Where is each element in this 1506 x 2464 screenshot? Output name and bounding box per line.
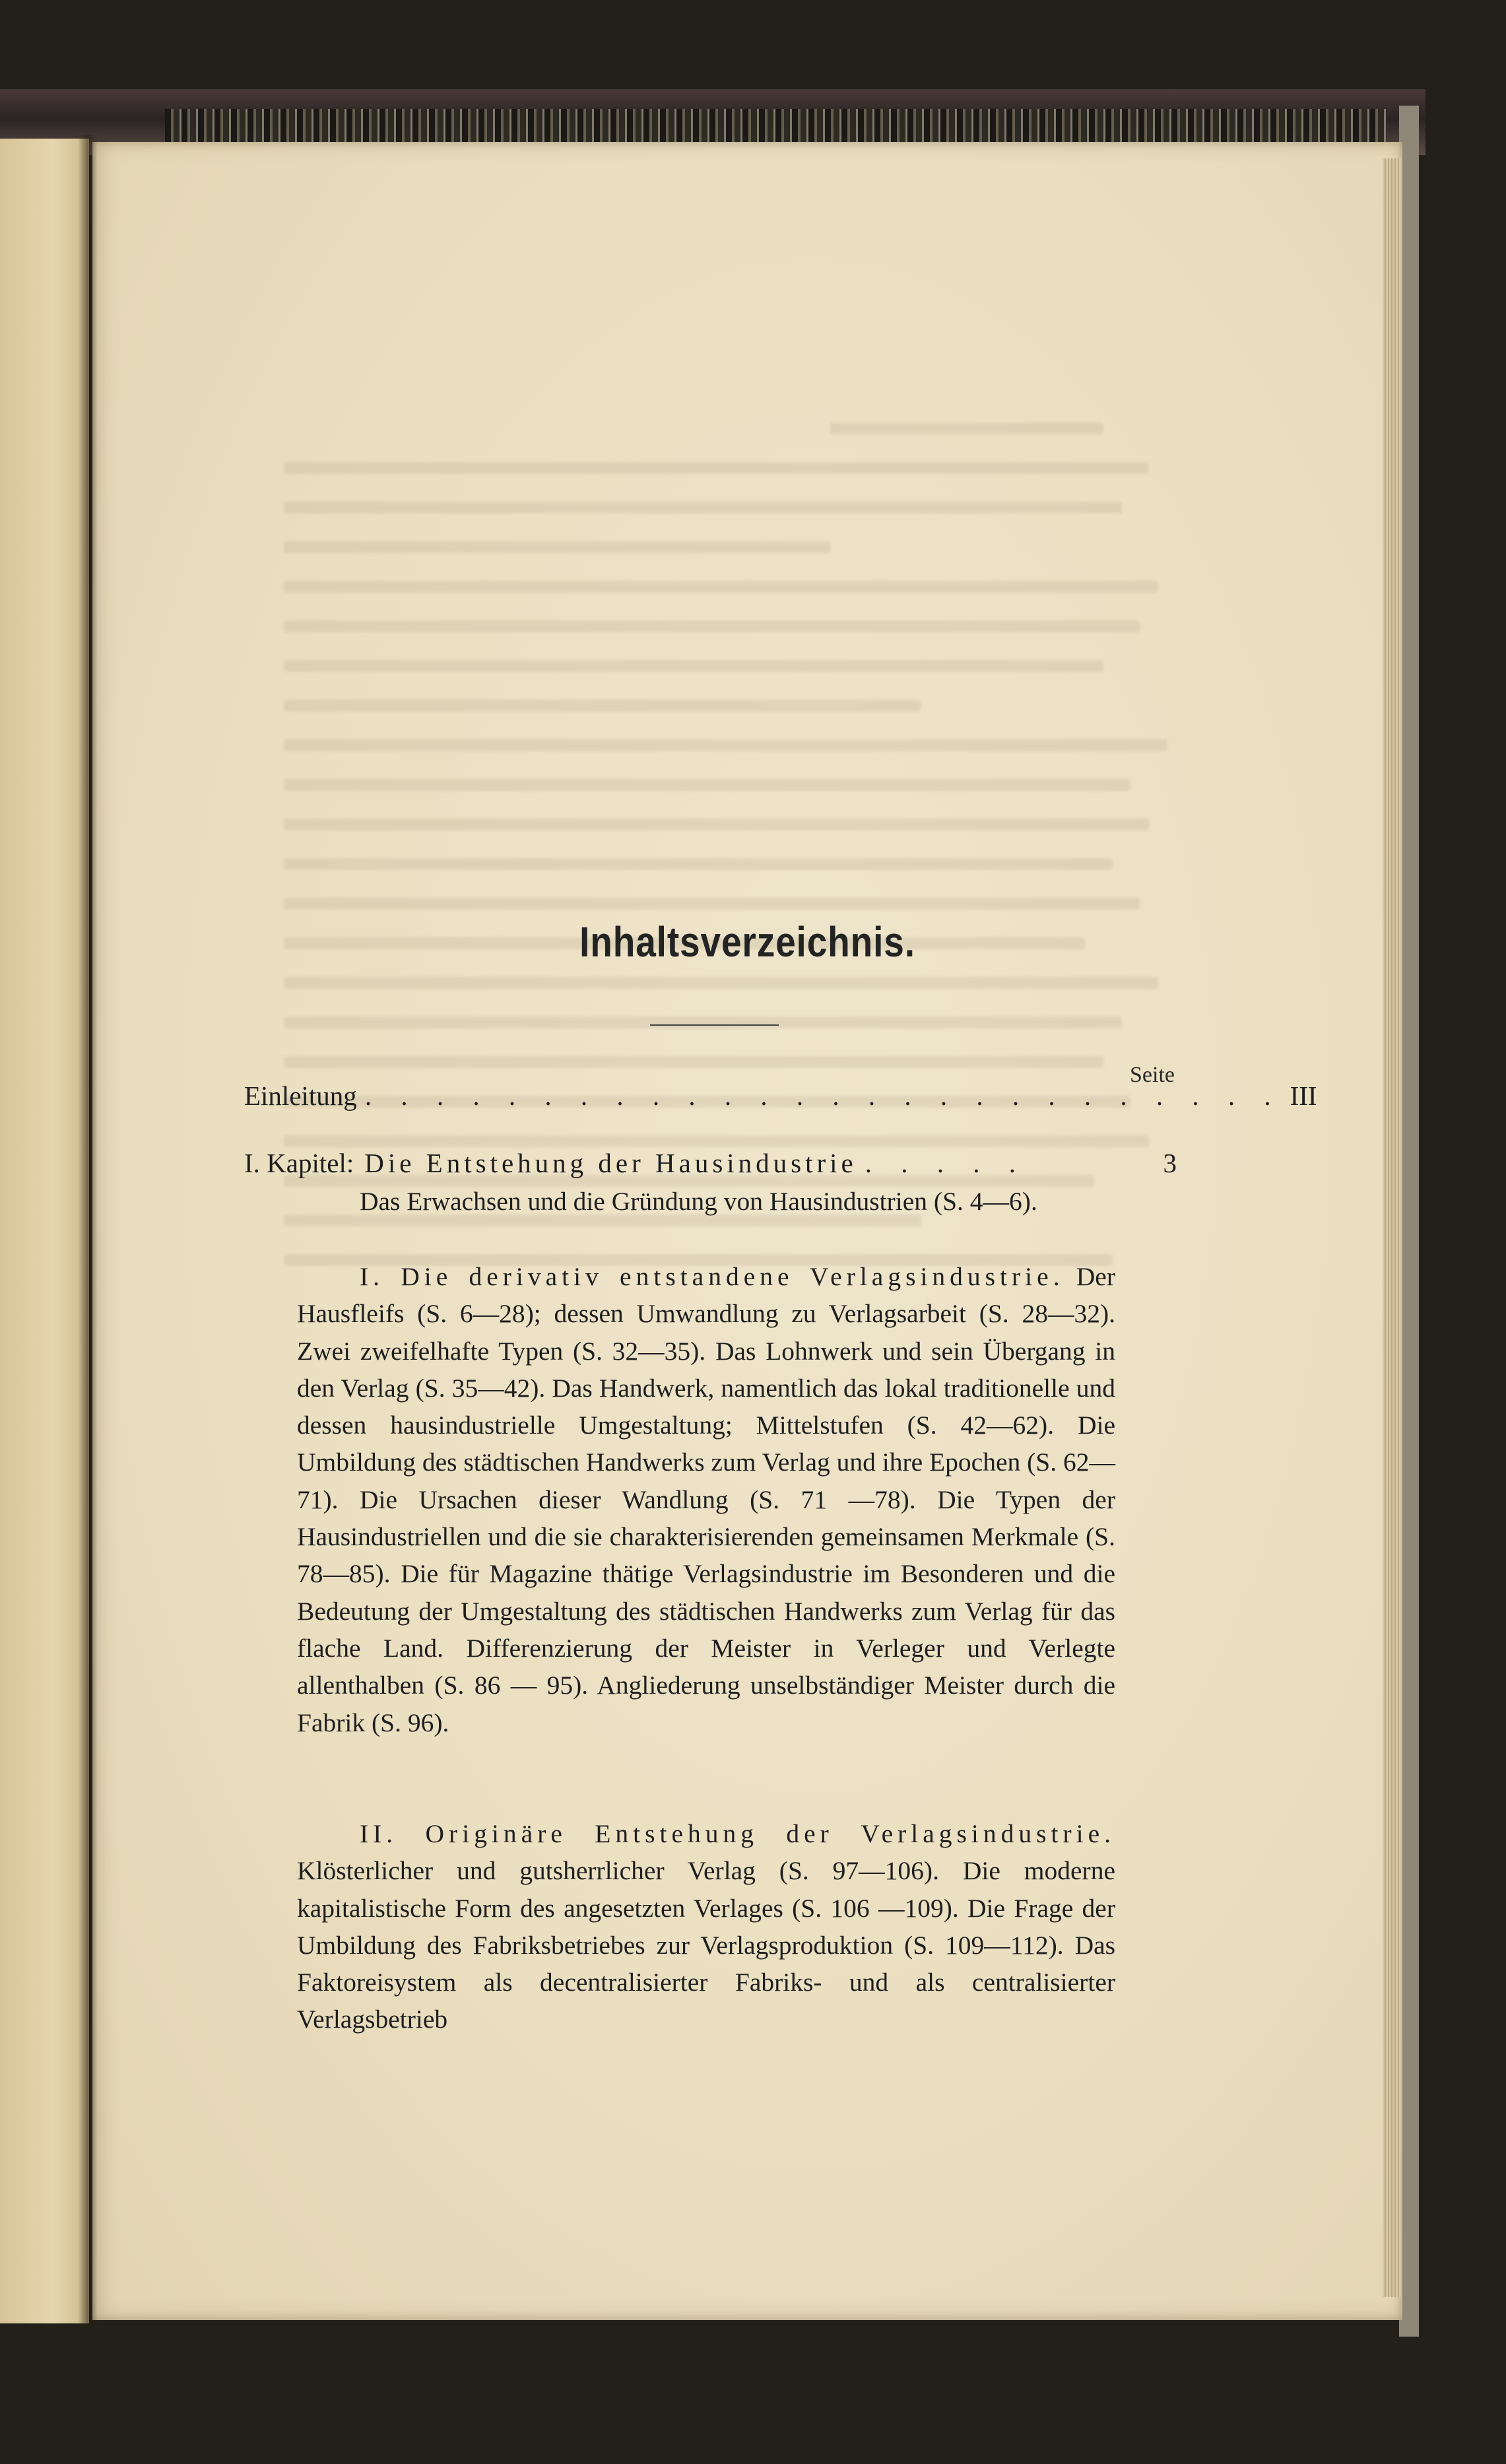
toc-entry-einleitung[interactable] (244, 1080, 1317, 1119)
page-title: Inhaltsverzeichnis. (579, 918, 915, 966)
toc-entry-chapter-1[interactable] (244, 1147, 1177, 1187)
section-2-heading: II. Originäre Entstehung der Verlagsindustrie. (360, 1819, 1115, 1848)
toc-entry-label: Die Entstehung der Hausindustrie (364, 1148, 857, 1178)
chapter-number: I. Kapitel: (244, 1148, 354, 1178)
title-divider (650, 1024, 779, 1026)
section-1-heading: I. Die derivativ entstandene Verlagsindustrie. (360, 1262, 1064, 1291)
left-page-edge (0, 139, 89, 2323)
leader-dots: . . . . . . . . . . . . . . . . . . . . . . . . . . (364, 1081, 1282, 1111)
page-column-label: Seite (1130, 1063, 1175, 1087)
toc-entry-label: Einleitung (244, 1081, 357, 1111)
leader-dots: . . . . . (865, 1148, 1028, 1178)
section-1-text: Der Hausfleifs (S. 6—28); dessen Umwandlung zu Verlagsarbeit (S. 28—32). Zwei zweifelhafte Typen (S. 32—35). Das Lohnwerk und sein Übergang in den Verlag (S. 35—42). Das Handwerk, namentlich das lokal traditionelle und dessen hausindustrielle Umgestaltung; Mittelstufen (S. 42—62). Die Umbildung des städtischen Handwerks zum Verlag und ihre Epochen (S. 62—71). Die Ursachen dieser Wandlung (S. 71 —78). Die Typen der Hausindustriellen und die sie charakterisierenden gemeinsamen Merkmale (S. 78—85). Die für Magazine thätige Verlagsindustrie im Besonderen und die Bedeutung der Umgestaltung des städtischen Handwerks zum Verlag für das flache Land. Differenzierung der Meister in Verleger und Verlegte allenthalben (S. 86 — 95). Angliederung unselbständiger Meister durch die Fabrik (S. 96). (297, 1262, 1115, 1737)
section-1-paragraph (297, 1258, 1115, 1741)
toc-entry-page: III (1290, 1081, 1317, 1111)
book-gutter (78, 135, 98, 2327)
section-2-paragraph (297, 1815, 1115, 2038)
section-2-text: Klösterlicher und gutsherrlicher Verlag (S. 97—106). Die moderne kapitalistische Form des angesetzten Verlages (S. 106 —109). Die Frage der Umbildung des Fabriksbetriebes zur Verlagsproduktion (S. 109—112). Das Faktoreisystem als decentralisierter Fabriks- und als centralisierter Verlagsbetrieb (297, 1856, 1115, 2034)
toc-entry-page: 3 (1163, 1148, 1177, 1178)
chapter-summary: Das Erwachsen und die Gründung von Hausindustrien (S. 4—6). (360, 1187, 1037, 1216)
page-edges (1383, 158, 1401, 2297)
headband (165, 109, 1386, 145)
